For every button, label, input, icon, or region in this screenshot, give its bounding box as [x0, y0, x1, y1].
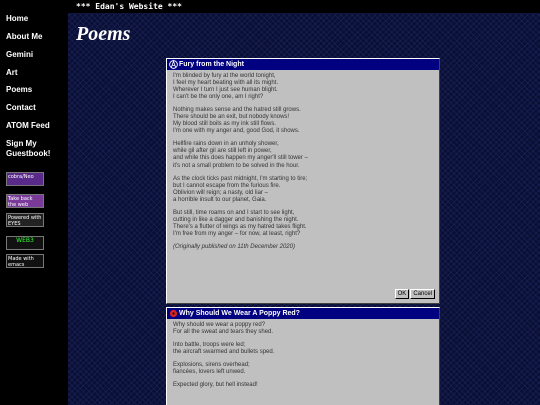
poem-line: fiancées, lovers left unwed.	[173, 369, 246, 376]
stanza	[173, 73, 433, 101]
poem-line: cutting in like a dagger and banishing the night.	[173, 216, 299, 223]
poem-line: For all the sweat and tears they shed.	[173, 329, 274, 336]
poem-window-titlebar[interactable]	[167, 59, 439, 70]
stanza	[173, 362, 433, 376]
nav-contact[interactable]: Contact	[6, 103, 36, 112]
poem-line: the aircraft swarmed and bullets sped.	[173, 349, 275, 356]
poem-line: Why should we wear a poppy red?	[173, 322, 266, 328]
poem-line: But still, time roams on and I start to see light,	[173, 209, 295, 216]
poem-body	[173, 73, 433, 251]
poem-title: Fury from the Night	[179, 61, 244, 68]
poem-line: There's a flutter of wings as my hatred takes flight.	[173, 223, 307, 230]
ok-button[interactable]: OK	[395, 289, 410, 299]
poem-line: I'm one with my anger and, good God, it shows.	[173, 128, 300, 135]
nav-guestbook[interactable]: Sign My Guestbook!	[6, 139, 51, 158]
nav-poems[interactable]: Poems	[6, 85, 33, 94]
poem-line: There should be an exit, but nobody knows!	[173, 114, 290, 121]
poem-line: I feel my heart beating with all its might.	[173, 80, 279, 87]
sidebar	[0, 0, 68, 405]
nav-about-me[interactable]: About Me	[6, 32, 43, 41]
poem-line: Hellfire rains down in an unholy shower,	[173, 141, 279, 148]
nav-home[interactable]: Home	[6, 14, 29, 23]
stanza	[173, 382, 433, 389]
main-content	[68, 13, 540, 405]
cancel-button[interactable]: Cancel	[410, 289, 435, 299]
site-header	[68, 0, 540, 13]
stanza	[173, 176, 433, 204]
poem-line: Wherever I turn I just see human blight.	[173, 87, 278, 94]
poem-line: Into battle, troops were led;	[173, 342, 246, 349]
poem-line: My blood still boils as my ink still flows.	[173, 121, 277, 128]
poem-line: Oblivion will reign; a nasty, old liar –	[173, 189, 268, 196]
dialog-buttons	[395, 289, 435, 299]
poem-line: and while this does happen my anger'll still tower –	[173, 155, 308, 162]
badge-eyes[interactable]: Powered with EYES	[6, 213, 44, 227]
publish-note: (Originally published on 11th December 2020)	[173, 243, 295, 250]
badge-take-back-web[interactable]: Take back the web	[6, 194, 44, 208]
poem-title: Why Should We Wear A Poppy Red?	[179, 310, 300, 317]
poem-line: it's not a small problem to be solved in the hour.	[173, 162, 300, 169]
poem-body	[173, 322, 433, 389]
nav-gemini[interactable]: Gemini	[6, 50, 34, 59]
page-title: Poems	[76, 23, 131, 45]
nav-atom-feed[interactable]: ATOM Feed	[6, 121, 50, 130]
stanza	[173, 322, 433, 336]
stanza	[173, 342, 433, 356]
stanza	[173, 141, 433, 169]
poem-window	[166, 58, 440, 304]
poem-line: Expected glory, but hell instead!	[173, 382, 258, 389]
badge-web3[interactable]: WEB3	[6, 236, 44, 250]
poem-line: a horrible insult to our planet, Gaia.	[173, 196, 267, 203]
nav-art[interactable]: Art	[6, 68, 18, 77]
poem-line: I'm blinded by fury at the world tonight,	[173, 73, 276, 79]
stanza	[173, 107, 433, 135]
poppy-icon	[169, 309, 178, 318]
badge-cobra[interactable]: cobra/Neo	[6, 172, 44, 186]
site-header-text: *** Edan's Website ***	[76, 2, 182, 11]
poem-window-titlebar[interactable]	[167, 308, 439, 319]
stanza	[173, 210, 433, 238]
poem-line: while gil after gil are still left in power,	[173, 148, 272, 155]
poem-line: Explosions, sirens overhead;	[173, 362, 250, 369]
anarchy-icon	[169, 60, 178, 69]
poem-line: I can't be the only one, am I right?	[173, 94, 264, 101]
badge-emacs[interactable]: Made with emacs	[6, 254, 44, 268]
poem-line: As the clock ticks past midnight, I'm starting to tire;	[173, 175, 308, 182]
poem-line: Nothing makes sense and the hatred still grows.	[173, 107, 301, 114]
poem-line: I'm free from my anger – for now, at least, right?	[173, 230, 301, 237]
poem-window	[166, 307, 440, 405]
poem-line: but I cannot escape from the furious fire.	[173, 182, 281, 189]
